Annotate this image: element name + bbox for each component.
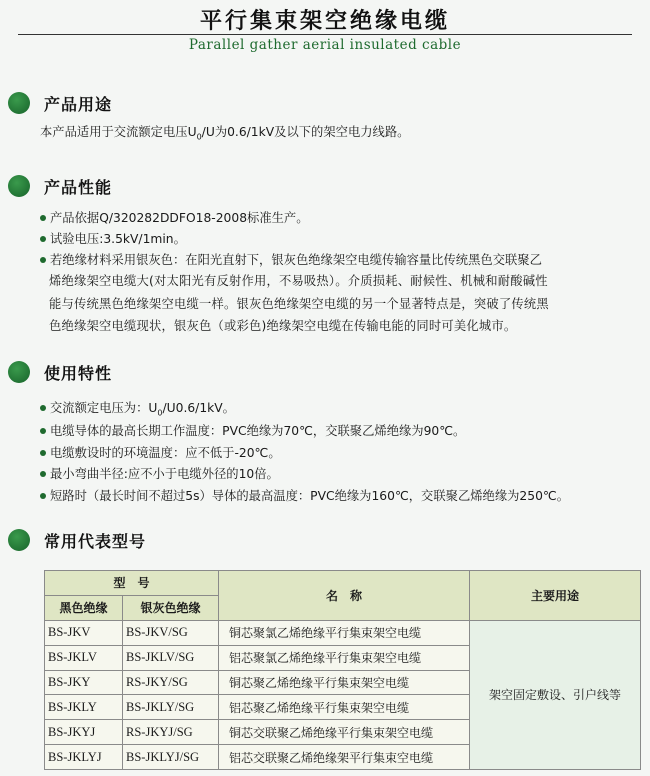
cell-black-model: BS-JKLYJ	[45, 745, 123, 770]
bullet-dot-icon	[40, 450, 46, 456]
cell-silver-model: BS-JKV/SG	[123, 620, 219, 645]
bullet-dot-icon	[40, 257, 46, 263]
performance-item-continuation: 烯绝缘架空电缆大(对太阳光有反射作用，不易吸热）。介质损耗、耐候性、机械和耐酸碱性	[49, 274, 548, 288]
bullet-dot-icon	[40, 215, 46, 221]
cell-silver-model: BS-JKLY/SG	[123, 695, 219, 720]
cell-name: 铜芯聚乙烯绝缘平行集束架空电缆	[219, 670, 470, 695]
cell-name: 铜芯交联聚乙烯绝缘平行集束架空电缆	[219, 720, 470, 745]
performance-item-continuation: 色绝缘架空电缆现状，银灰色（或彩色)绝缘架空电缆在传输电能的同时可美化城市。	[49, 319, 517, 333]
bullet-dot-icon	[40, 236, 46, 242]
page-subtitle: Parallel gather aerial insulated cable	[188, 37, 462, 53]
header-name: 名 称	[219, 571, 470, 621]
cell-name: 铜芯聚氯乙烯绝缘平行集束架空电缆	[219, 620, 470, 645]
section-bullet-icon	[8, 529, 30, 551]
section-performance-header	[8, 174, 112, 198]
performance-item-continuation: 能与传统黑色绝缘架空电缆一样。银灰色绝缘架空电缆的另一个显著特点是，突破了传统黑	[49, 297, 549, 311]
cell-black-model: BS-JKY	[45, 670, 123, 695]
characteristics-item: 电缆导体的最高长期工作温度：PVC绝缘为70℃，交联聚乙烯绝缘为90℃。	[40, 422, 642, 441]
cell-black-model: BS-JKV	[45, 620, 123, 645]
model-table	[44, 570, 641, 770]
table-row	[45, 620, 641, 645]
section-bullet-icon	[8, 361, 30, 383]
bullet-dot-icon	[40, 493, 46, 499]
section-usage-header	[8, 91, 112, 115]
characteristics-item: 电缆敷设时的环境温度：应不低于-20℃。	[40, 444, 642, 463]
performance-item: 产品依据Q/320282DDFO18-2008标准生产。	[40, 209, 642, 228]
cell-black-model: BS-JKYJ	[45, 720, 123, 745]
section-bullet-icon	[8, 92, 30, 114]
section-models-title: 常用代表型号	[44, 531, 147, 551]
title-divider	[18, 34, 632, 35]
bullet-dot-icon	[40, 405, 46, 411]
header-black-insulation: 黑色绝缘	[45, 595, 123, 620]
section-usage-title: 产品用途	[44, 94, 113, 114]
cell-black-model: BS-JKLV	[45, 645, 123, 670]
usage-description: 本产品适用于交流额定电压$U_0/U$为0.6/1kV及以下的架空电力线路。	[40, 125, 410, 142]
cell-silver-model: RS-JKY/SG	[123, 670, 219, 695]
section-bullet-icon	[8, 175, 30, 197]
cell-main-use: 架空固定敷设、引户线等	[470, 620, 641, 769]
cell-silver-model: BS-JKLYJ/SG	[123, 745, 219, 770]
section-performance-title: 产品性能	[44, 177, 113, 197]
page-title: 平行集束架空绝缘电缆	[199, 9, 450, 34]
section-characteristics-header	[8, 360, 112, 384]
characteristics-item: 交流额定电压为：$U_0/U0.6/1kV$。	[40, 399, 642, 422]
cell-name: 铝芯聚乙烯绝缘平行集束架空电缆	[219, 695, 470, 720]
characteristics-item: 短路时（最长时间不超过5s）导体的最高温度：PVC绝缘为160℃，交联聚乙烯绝缘为250℃。	[40, 487, 642, 506]
header-model: 型 号	[45, 571, 219, 596]
header-use: 主要用途	[470, 571, 641, 621]
bullet-dot-icon	[40, 428, 46, 434]
performance-item: 试验电压:3.5kV/1min。	[40, 230, 642, 249]
cell-name: 铝芯聚氯乙烯绝缘平行集束架空电缆	[219, 645, 470, 670]
cell-black-model: BS-JKLY	[45, 695, 123, 720]
bullet-dot-icon	[40, 471, 46, 477]
header-silver-insulation: 银灰色绝缘	[123, 595, 219, 620]
cell-silver-model: BS-JKLV/SG	[123, 645, 219, 670]
cell-silver-model: RS-JKYJ/SG	[123, 720, 219, 745]
section-models-header	[8, 528, 146, 552]
cell-name: 铝芯交联聚乙烯绝缘架平行集束空电缆	[219, 745, 470, 770]
section-characteristics-title: 使用特性	[44, 363, 113, 383]
performance-item: 若绝缘材料采用银灰色：在阳光直射下，银灰色绝缘架空电缆传输容量比传统黑色交联聚乙	[40, 251, 642, 270]
characteristics-item: 最小弯曲半径:应不小于电缆外径的10倍。	[40, 465, 642, 484]
